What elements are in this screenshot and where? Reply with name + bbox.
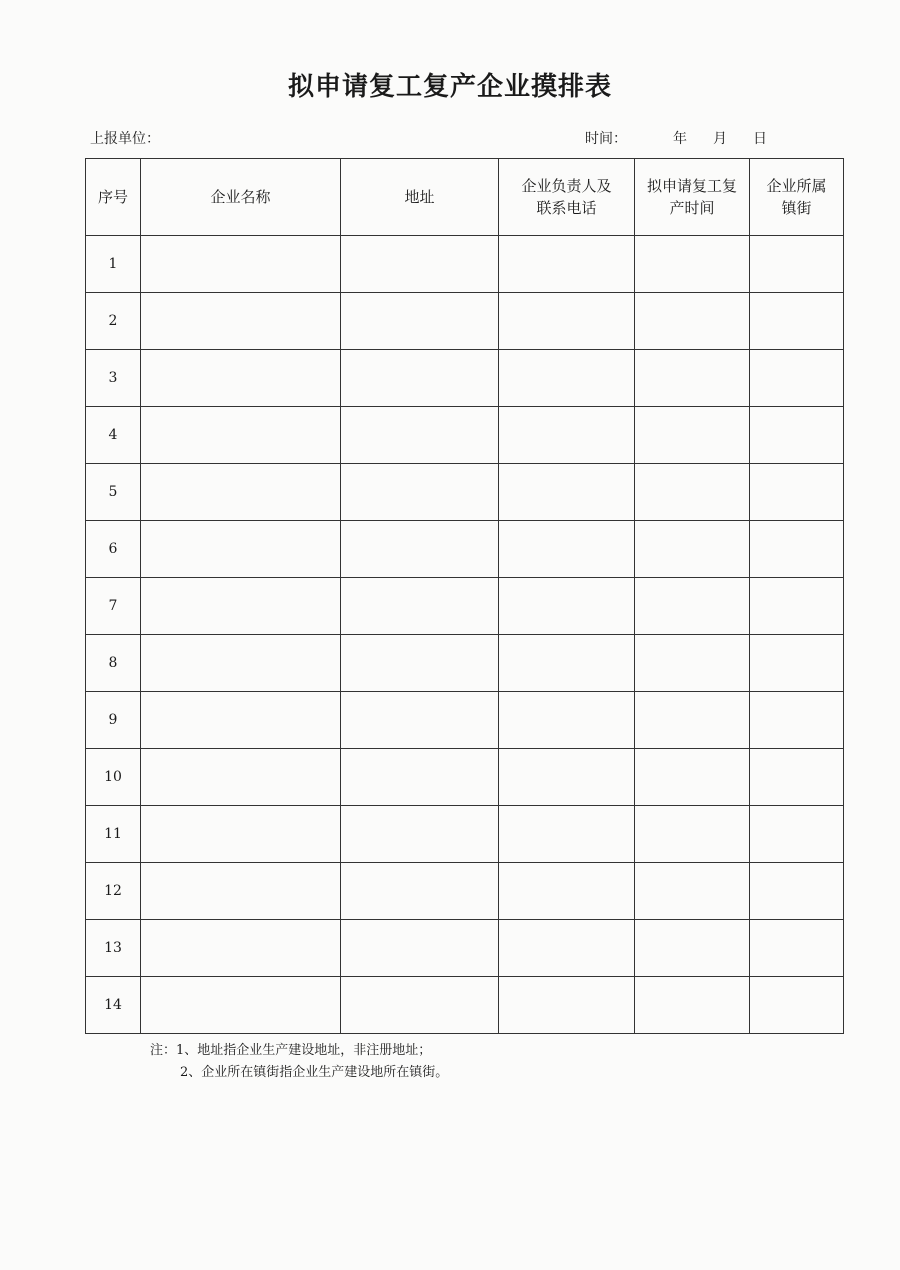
cell-seq: 7	[86, 578, 141, 635]
year-label: 年	[673, 131, 687, 147]
table-row	[86, 464, 844, 521]
cell-resume-time[interactable]	[635, 464, 750, 521]
cell-town[interactable]	[750, 635, 844, 692]
footnote	[150, 1040, 448, 1084]
cell-contact[interactable]	[499, 236, 635, 293]
cell-town[interactable]	[750, 236, 844, 293]
cell-town[interactable]	[750, 749, 844, 806]
cell-seq: 11	[86, 806, 141, 863]
cell-contact[interactable]	[499, 806, 635, 863]
table-row	[86, 863, 844, 920]
cell-seq: 8	[86, 635, 141, 692]
header-company-name: 企业名称	[141, 159, 341, 236]
cell-address[interactable]	[341, 977, 499, 1034]
cell-address[interactable]	[341, 350, 499, 407]
reporting-unit-label: 上报单位：	[90, 131, 160, 147]
cell-seq: 3	[86, 350, 141, 407]
cell-resume-time[interactable]	[635, 920, 750, 977]
cell-town[interactable]	[750, 350, 844, 407]
header-town	[750, 159, 844, 236]
cell-seq: 12	[86, 863, 141, 920]
cell-company-name[interactable]	[141, 920, 341, 977]
cell-town[interactable]	[750, 806, 844, 863]
cell-resume-time[interactable]	[635, 407, 750, 464]
cell-address[interactable]	[341, 521, 499, 578]
cell-seq: 14	[86, 977, 141, 1034]
cell-company-name[interactable]	[141, 635, 341, 692]
cell-company-name[interactable]	[141, 407, 341, 464]
day-label: 日	[753, 131, 767, 147]
table-row	[86, 236, 844, 293]
cell-resume-time[interactable]	[635, 635, 750, 692]
footnote-line-2: 2、企业所在镇街指企业生产建设地所在镇街。	[180, 1065, 449, 1080]
cell-address[interactable]	[341, 464, 499, 521]
cell-company-name[interactable]	[141, 806, 341, 863]
cell-address[interactable]	[341, 749, 499, 806]
cell-contact[interactable]	[499, 464, 635, 521]
cell-seq: 9	[86, 692, 141, 749]
cell-company-name[interactable]	[141, 863, 341, 920]
cell-resume-time[interactable]	[635, 977, 750, 1034]
cell-contact[interactable]	[499, 920, 635, 977]
header-contact-text: 企业负责人及联系电话	[521, 177, 612, 217]
cell-town[interactable]	[750, 578, 844, 635]
cell-address[interactable]	[341, 236, 499, 293]
header-resume-time	[635, 159, 750, 236]
table-row	[86, 692, 844, 749]
cell-town[interactable]	[750, 692, 844, 749]
page-title: 拟申请复工复产企业摸排表	[287, 72, 612, 102]
cell-resume-time[interactable]	[635, 806, 750, 863]
cell-seq: 6	[86, 521, 141, 578]
cell-town[interactable]	[750, 521, 844, 578]
cell-contact[interactable]	[499, 749, 635, 806]
cell-resume-time[interactable]	[635, 863, 750, 920]
enterprise-survey-table	[85, 158, 844, 1034]
cell-town[interactable]	[750, 293, 844, 350]
header-town-text: 企业所属镇街	[766, 177, 827, 217]
footnote-line-1: 注：1、地址指企业生产建设地址，非注册地址；	[150, 1043, 432, 1058]
cell-contact[interactable]	[499, 863, 635, 920]
cell-company-name[interactable]	[141, 521, 341, 578]
cell-resume-time[interactable]	[635, 521, 750, 578]
cell-seq: 13	[86, 920, 141, 977]
cell-company-name[interactable]	[141, 749, 341, 806]
cell-contact[interactable]	[499, 293, 635, 350]
cell-town[interactable]	[750, 977, 844, 1034]
cell-contact[interactable]	[499, 350, 635, 407]
table-row	[86, 806, 844, 863]
cell-seq: 1	[86, 236, 141, 293]
table-row	[86, 977, 844, 1034]
cell-company-name[interactable]	[141, 977, 341, 1034]
cell-address[interactable]	[341, 635, 499, 692]
cell-town[interactable]	[750, 407, 844, 464]
cell-company-name[interactable]	[141, 293, 341, 350]
cell-contact[interactable]	[499, 521, 635, 578]
table-row	[86, 749, 844, 806]
table-row	[86, 407, 844, 464]
cell-contact[interactable]	[499, 578, 635, 635]
cell-resume-time[interactable]	[635, 236, 750, 293]
cell-resume-time[interactable]	[635, 293, 750, 350]
cell-seq: 5	[86, 464, 141, 521]
cell-resume-time[interactable]	[635, 749, 750, 806]
cell-seq: 2	[86, 293, 141, 350]
cell-contact[interactable]	[499, 635, 635, 692]
cell-company-name[interactable]	[141, 350, 341, 407]
header-address: 地址	[341, 159, 499, 236]
table-row	[86, 350, 844, 407]
cell-contact[interactable]	[499, 692, 635, 749]
time-label: 时间：	[585, 131, 627, 147]
header-seq: 序号	[86, 159, 141, 236]
table-row	[86, 578, 844, 635]
header-resume-time-text: 拟申请复工复产时间	[646, 177, 737, 217]
cell-address[interactable]	[341, 578, 499, 635]
cell-address[interactable]	[341, 863, 499, 920]
header-contact	[499, 159, 635, 236]
cell-seq: 10	[86, 749, 141, 806]
cell-address[interactable]	[341, 407, 499, 464]
cell-company-name[interactable]	[141, 578, 341, 635]
date-fields	[585, 128, 780, 148]
table-row	[86, 521, 844, 578]
cell-company-name[interactable]	[141, 236, 341, 293]
cell-company-name[interactable]	[141, 464, 341, 521]
cell-address[interactable]	[341, 920, 499, 977]
cell-address[interactable]	[341, 692, 499, 749]
cell-address[interactable]	[341, 806, 499, 863]
table-row	[86, 635, 844, 692]
cell-town[interactable]	[750, 464, 844, 521]
cell-company-name[interactable]	[141, 692, 341, 749]
month-label: 月	[713, 131, 727, 147]
cell-contact[interactable]	[499, 407, 635, 464]
cell-resume-time[interactable]	[635, 578, 750, 635]
cell-resume-time[interactable]	[635, 350, 750, 407]
table-row	[86, 293, 844, 350]
cell-town[interactable]	[750, 920, 844, 977]
cell-address[interactable]	[341, 293, 499, 350]
cell-seq: 4	[86, 407, 141, 464]
cell-contact[interactable]	[499, 977, 635, 1034]
cell-resume-time[interactable]	[635, 692, 750, 749]
table-header-row	[86, 159, 844, 236]
table-row	[86, 920, 844, 977]
cell-town[interactable]	[750, 863, 844, 920]
